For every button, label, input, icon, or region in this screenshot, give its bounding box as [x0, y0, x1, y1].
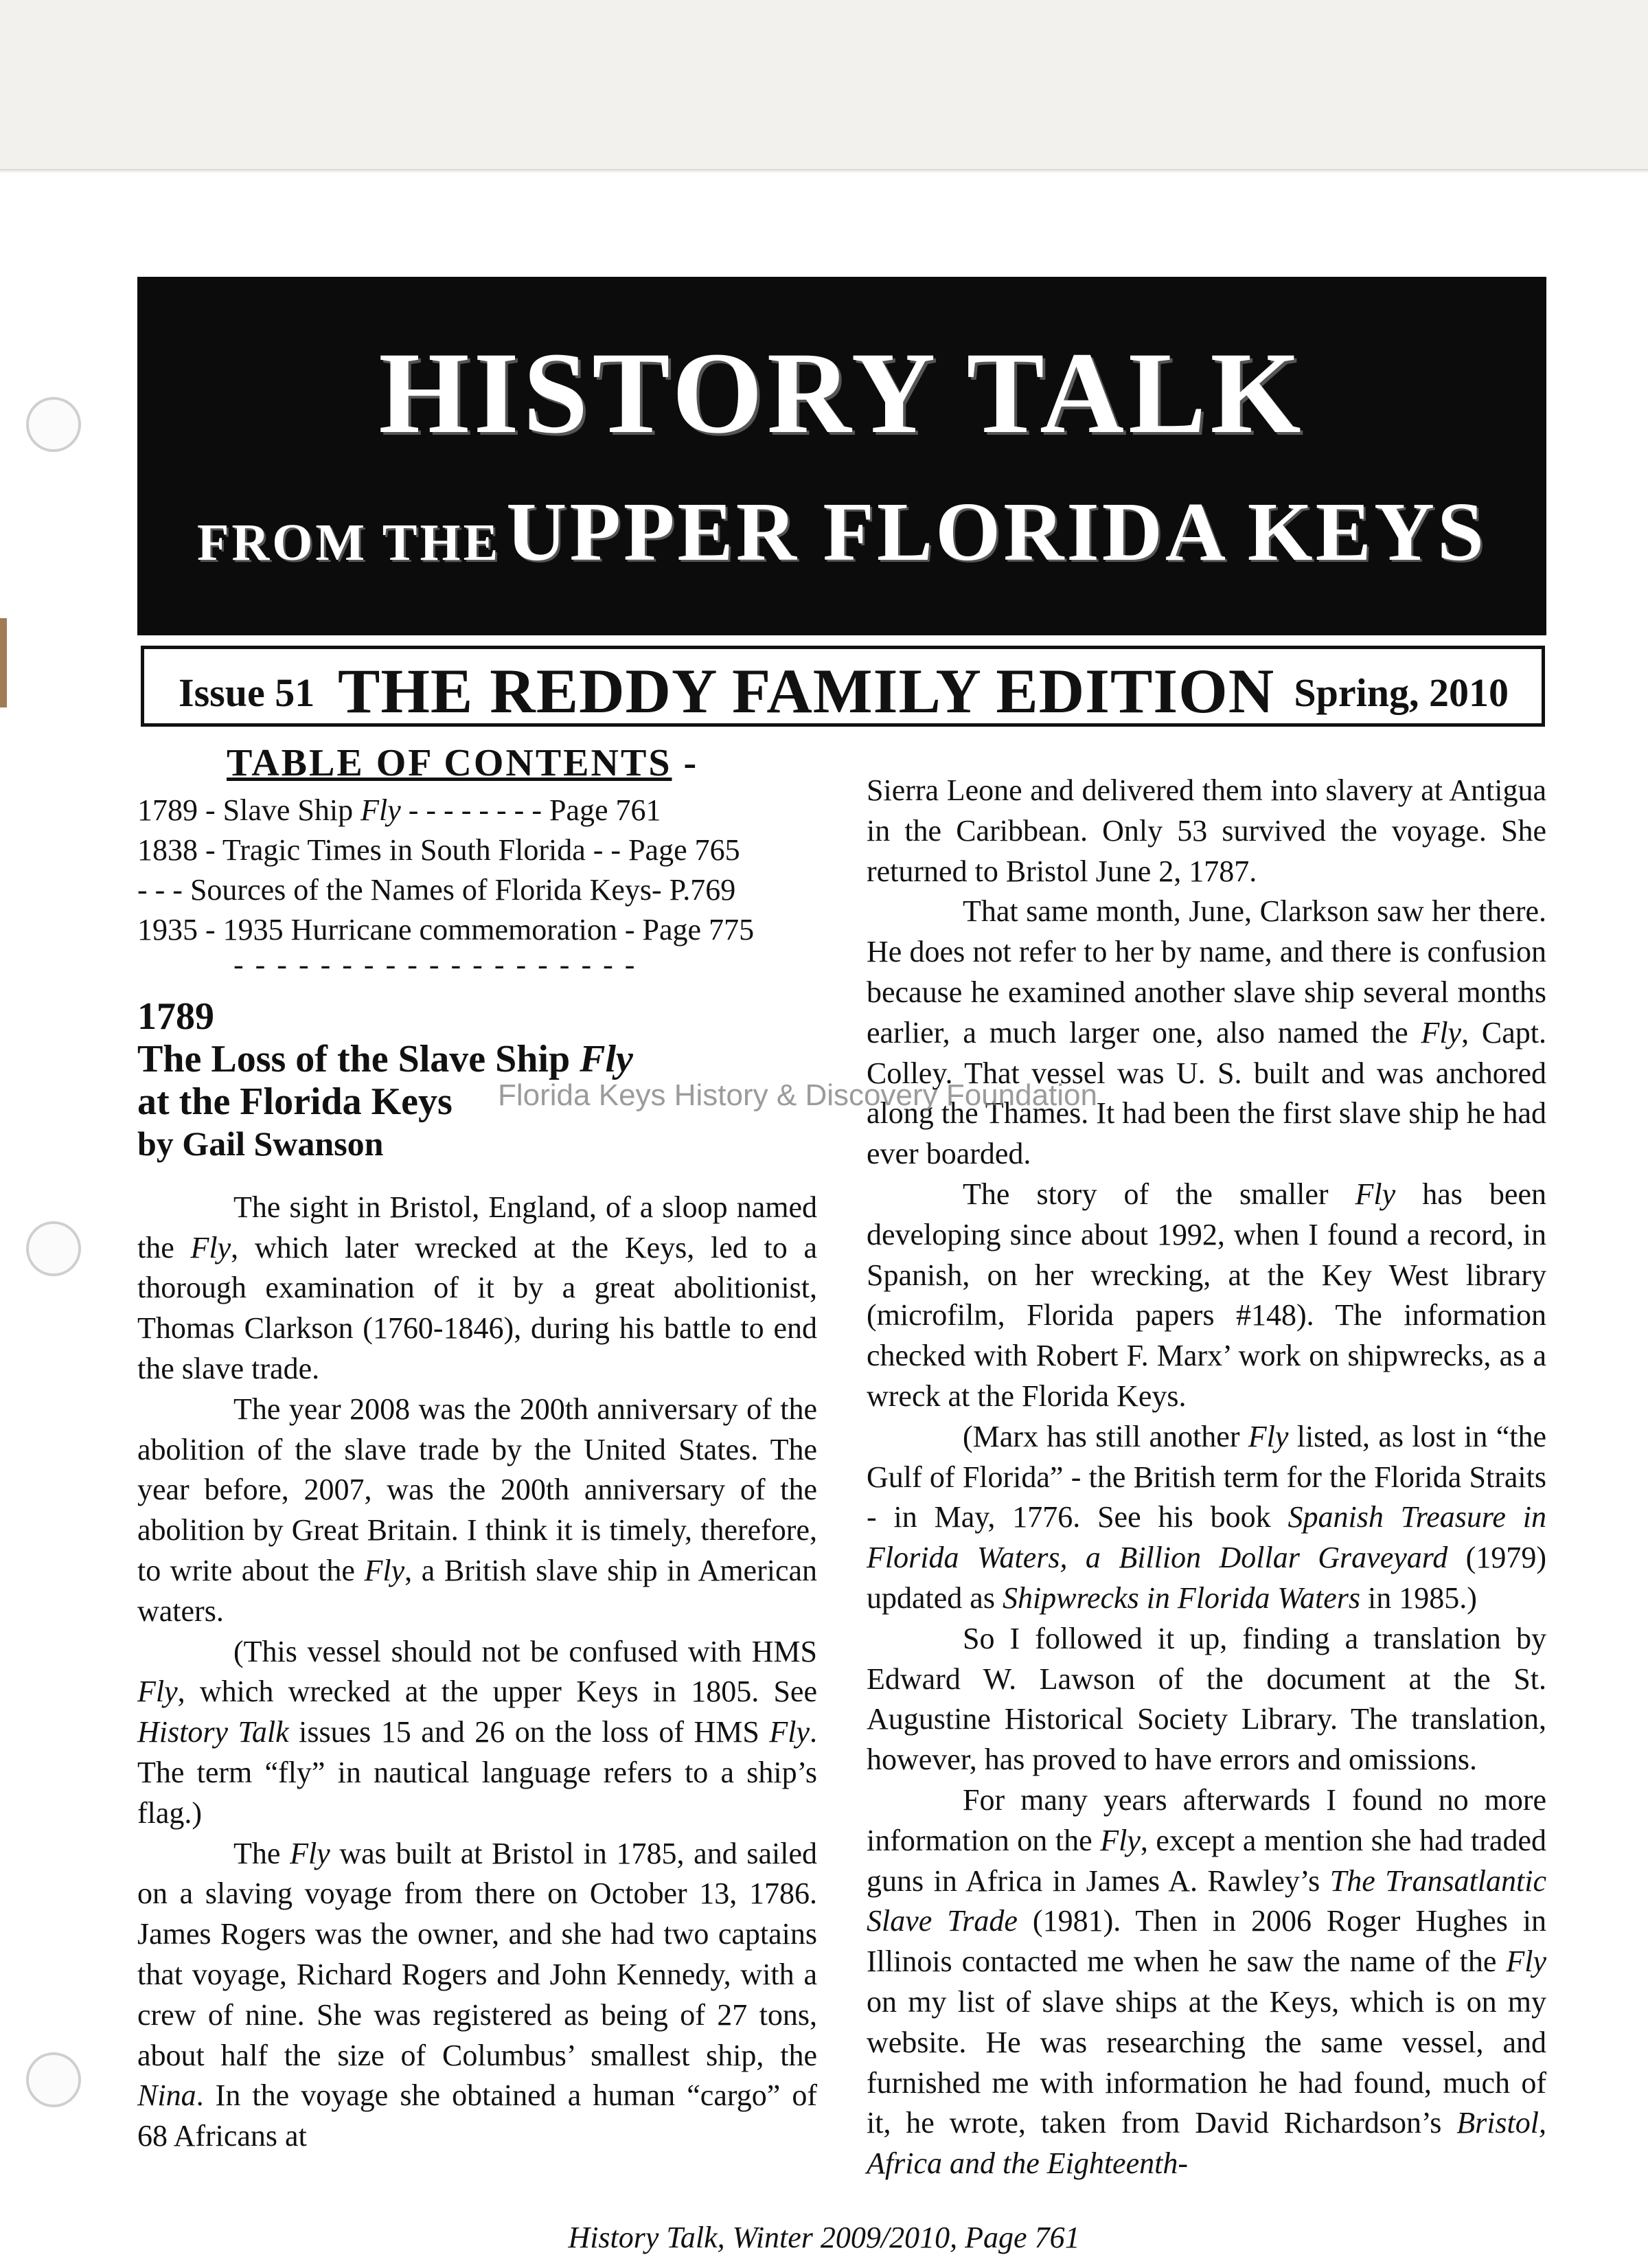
body-paragraph: (This vessel should not be confused with HMS Fly, which wrecked at the upper Keys in 1805. See History Talk issues 15 and 26 on the loss of HMS Fly. The term “fly” in nautical language refers to a ship’s flag.)	[137, 1634, 817, 1830]
punch-hole	[26, 1221, 81, 1276]
left-column	[137, 743, 817, 2157]
body-paragraph: For many years afterwards I found no more information on the Fly, except a mention she had traded guns in Africa in James A. Rawley’s The Transatlantic Slave Trade (1981). Then in 2006 Roger Hughes in Illinois contacted me when he saw the name of the Fly on my list of slave ships at the Keys, which is on my website. He was researching the same vessel, and furnished me with information he had found, much of it, he wrote, taken from David Richardson’s Bristol, Africa and the Eighteenth-	[867, 1782, 1547, 2181]
edition-title: THE REDDY FAMILY EDITION	[338, 656, 1275, 726]
body-paragraph: The year 2008 was the 200th anniversary of the abolition of the slave trade by the United States. The year before, 2007, was the 200th anniversary of the abolition by Great Britain. I think it is timely, therefore, to write about the Fly, a British slave ship in American waters.	[137, 1392, 818, 1628]
article-body-col1	[137, 1188, 817, 2157]
body-paragraph: The story of the smaller Fly has been developing since about 1992, when I found a record, in Spanish, on her wrecking, at the Key West library (microfilm, Florida papers #148). The information checked with Robert F. Marx’ work on shipwrecks, as a wreck at the Florida Keys.	[867, 1177, 1546, 1413]
toc-item[interactable]: 1935 - 1935 Hurricane commemoration - Page 775	[137, 912, 755, 946]
punch-hole	[26, 2052, 81, 2107]
article-body-col2	[867, 771, 1546, 2184]
masthead-title: HISTORY TALK	[378, 328, 1305, 457]
body-paragraph: (Marx has still another Fly listed, as lost in “the Gulf of Florida” - the British term for the Florida Straits - in May, 1776. See his book Spanish Treasure in Florida Waters, a Billion Dollar Graveyard (1979) updated as Shipwrecks in Florida Waters in 1985.)	[867, 1419, 1546, 1615]
right-column	[867, 771, 1546, 2184]
edition-date: Spring, 2010	[1294, 670, 1509, 715]
body-paragraph: That same month, June, Clarkson saw her there. He does not refer to her by name, and there is confusion because he examined another slave ship several months earlier, a much larger one, also named the Fly, Capt. Colley. That vessel was U. S. built and was anchored along the Thames. It had been the first slave ship he had ever boarded.	[867, 894, 1546, 1171]
article-byline: by Gail Swanson	[137, 1124, 384, 1163]
body-paragraph: The Fly was built at Bristol in 1785, and sailed on a slaving voyage from there on October 13, 1786. James Rogers was the owner, and she had two captains that voyage, Richard Rogers and John Kennedy, with a crew of nine. She was registered as being of 27 tons, about half the size of Columbus’ smallest ship, the Nina. In the voyage she obtained a human “cargo” of 68 Africans at	[137, 1836, 817, 2153]
page-top-edge	[0, 169, 1648, 173]
masthead-subtitle-small: FROM THE	[197, 514, 501, 571]
page-footer: History Talk, Winter 2009/2010, Page 761	[568, 2221, 1080, 2254]
issue-number: Issue 51	[179, 670, 315, 715]
masthead-subtitle-big: UPPER FLORIDA KEYS	[506, 486, 1487, 578]
toc-item[interactable]: 1838 - Tragic Times in South Florida - - Page 765	[137, 832, 740, 867]
toc-item[interactable]: 1789 - Slave Ship Fly - - - - - - - - Page 761	[137, 793, 661, 827]
article-title-line2: at the Florida Keys	[137, 1080, 453, 1123]
punch-hole	[26, 397, 81, 452]
toc-heading: TABLE OF CONTENTS -	[227, 742, 699, 784]
article-year: 1789	[137, 995, 214, 1038]
masthead-subtitle	[137, 484, 1546, 580]
binding-edge	[0, 618, 7, 707]
toc-item[interactable]: - - - Sources of the Names of Florida Keys- P.769	[137, 872, 736, 907]
toc-list	[137, 791, 817, 950]
edition-bar	[141, 646, 1545, 727]
scan-background	[0, 0, 1648, 172]
article-title: The Loss of the Slave Ship Fly	[137, 1037, 633, 1080]
masthead-banner	[137, 277, 1546, 635]
watermark: Florida Keys History & Discovery Foundation	[498, 1078, 1097, 1112]
toc-divider: - - - - - - - - - - - - - - - - - - -	[233, 947, 637, 982]
body-paragraph: Sierra Leone and delivered them into slavery at Antigua in the Caribbean. Only 53 survived the voyage. She returned to Bristol June 2, 1787.	[867, 773, 1546, 888]
body-paragraph: So I followed it up, finding a translation by Edward W. Lawson of the document at the St. Augustine Historical Society Library. The translation, however, has proved to have errors and omissions.	[867, 1621, 1546, 1777]
body-paragraph: The sight in Bristol, England, of a sloop named the Fly, which later wrecked at the Keys, led to a thorough examination of it by a great abolitionist, Thomas Clarkson (1760-1846), during his battle to end the slave trade.	[137, 1190, 817, 1385]
